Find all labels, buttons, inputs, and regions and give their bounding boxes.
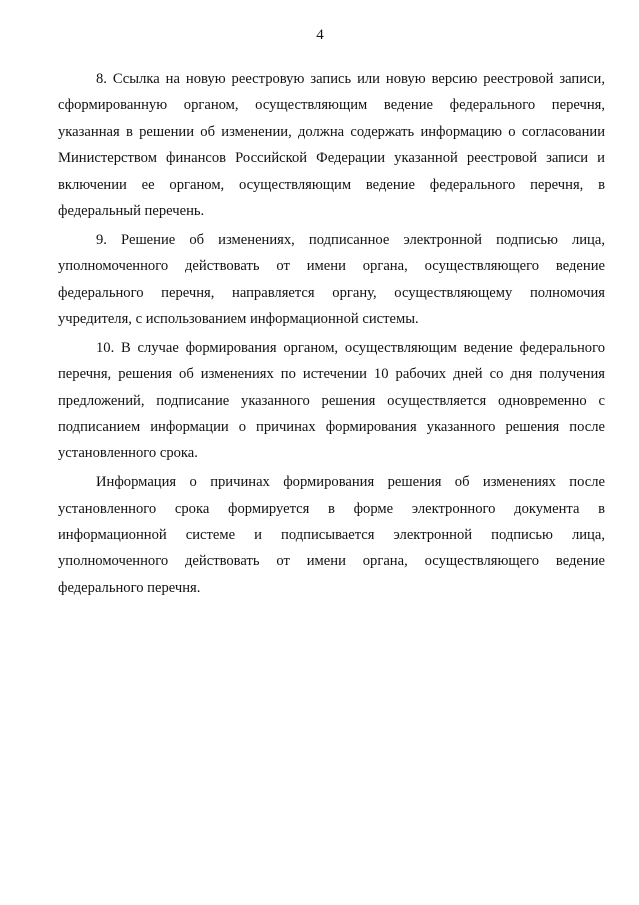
page-number: 4 [316,27,324,43]
paragraph-10: 10. В случае формирования органом, осуществляющим ведение федерального перечня, решения об изменениях по истечении 10 рабочих дней со дня получения предложений, подписание указанного решения осуществляется одновременно с подписанием информации о причинах формирования указанного решения после установленного срока. [58,339,605,462]
paragraph-information: Информация о причинах формирования решения об изменениях после установленного срока формируется в форме электронного документа в информационной системе и подписывается электронной подписью лица, уполномоченного действовать от имени органа, осуществляющего ведение федерального перечня. [58,474,605,596]
paragraph-8: 8. Ссылка на новую реестровую запись или новую версию реестровой записи, сформированную органом, осуществляющим ведение федерального перечня, указанная в решении об изменении, должна содержать информацию о согласовании Министерством финансов Российской Федерации указанной реестровой записи и включении ее органом, осуществляющим ведение федерального перечня, в федеральный перечень. [58,71,605,220]
document-body [58,66,605,604]
paragraph-9: 9. Решение об изменениях, подписанное электронной подписью лица, уполномоченного действовать от имени органа, осуществляющего ведение федерального перечня, направляется органу, осуществляющему полномочия учредителя, с использованием информационной системы. [58,231,605,328]
